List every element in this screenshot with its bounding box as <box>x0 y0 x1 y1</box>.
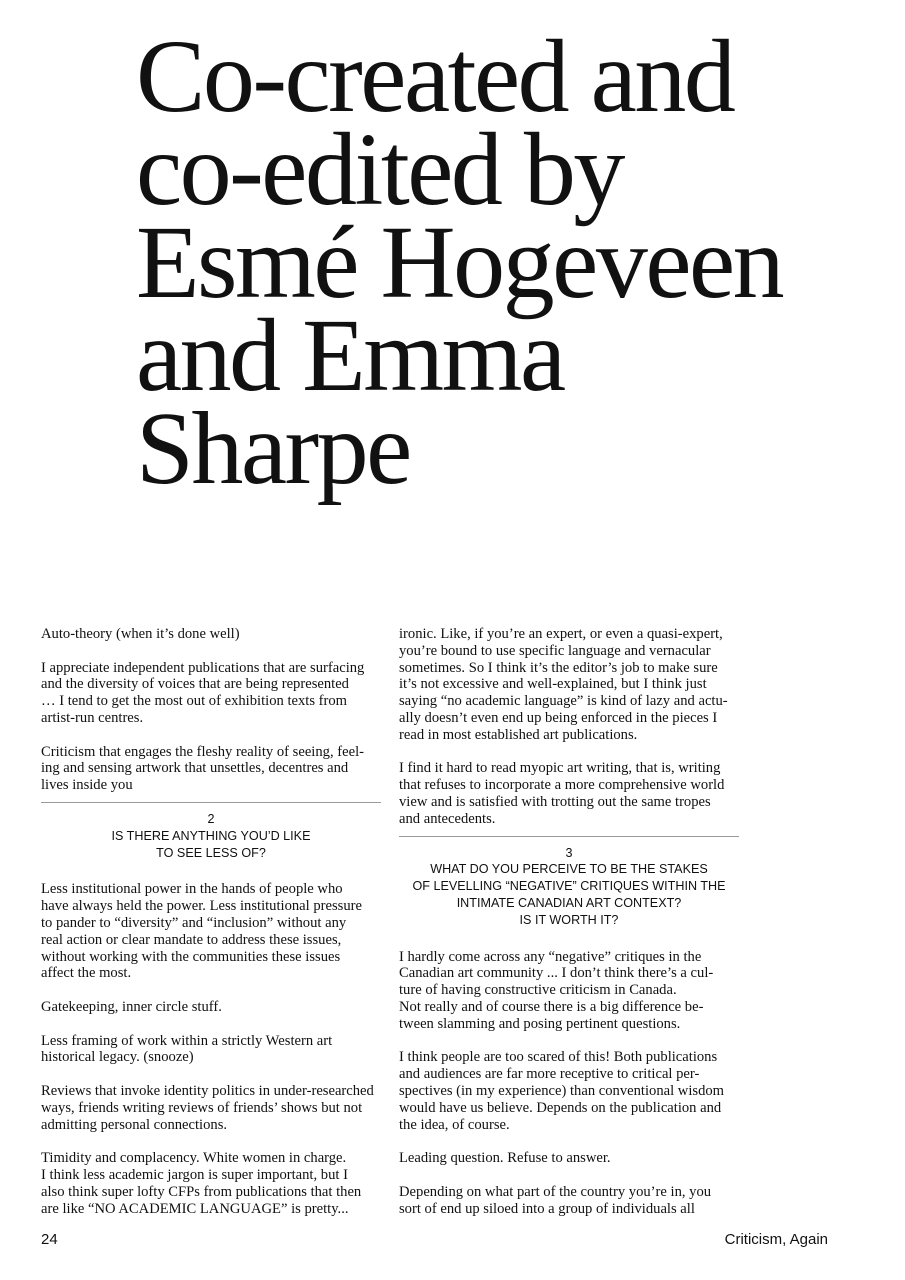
title-line: Esmé Hogeveen <box>136 205 783 320</box>
title-line: and Emma <box>136 298 564 413</box>
response-paragraph: I think people are too scared of this! Both publications and audiences are far more receptive to critical per- spectives (in my experience) than conventional wisdom would have us believe. Depends on the publication and the idea, of course. <box>399 1049 725 1133</box>
response-paragraph: Less framing of work within a strictly Western art historical legacy. (snooze) <box>41 1032 333 1066</box>
question-heading: WHAT DO YOU PERCEIVE TO BE THE STAKES OF LEVELLING “NEGATIVE” CRITIQUES WITHIN THE INTIMATE CANADIAN ART CONTEXT? IS IT WORTH IT? <box>412 862 726 927</box>
response-paragraph: Criticism that engages the fleshy reality of seeing, feel- ing and sensing artwork that unsettles, decentres and lives inside you <box>41 743 364 794</box>
response-paragraph: Reviews that invoke identity politics in under-researched ways, friends writing reviews of friends’ shows but not admitting personal connections. <box>41 1082 374 1133</box>
response-paragraph: I hardly come across any “negative” critiques in the Canadian art community ... I don’t think there’s a cul- ture of having constructive criticism in Canada. Not really and of course there is a big difference be- tween slamming and posing pertinent questions. <box>399 948 714 1032</box>
title-line: co-edited by <box>136 112 623 227</box>
response-paragraph: I appreciate independent publications that are surfacing and the diversity of voices that are being represented … I tend to get the most out of exhibition texts from artist-run centres. <box>41 659 365 726</box>
response-paragraph: Gatekeeping, inner circle stuff. <box>41 998 222 1015</box>
divider <box>399 836 739 837</box>
page-number: 24 <box>41 1231 58 1248</box>
right-column <box>399 626 739 1217</box>
response-paragraph: Less institutional power in the hands of people who have always held the power. Less institutional pressure to pander to “diversity” and “inclusion” without any real action or clear mandate to address these issues, without working with the communities these issues affect the most. <box>41 881 362 982</box>
question-number: 3 <box>565 845 573 860</box>
divider <box>41 802 381 803</box>
title-line: Sharpe <box>136 391 410 506</box>
page-title <box>136 19 856 506</box>
response-paragraph: Auto-theory (when it’s done well) <box>41 626 240 642</box>
question-block <box>41 802 381 861</box>
response-paragraph: I find it hard to read myopic art writing, that is, writing that refuses to incorporate a more comprehensive world view and is satisfied with trotting out the same tropes and antecedents. <box>399 760 725 827</box>
question-block <box>399 836 739 929</box>
response-paragraph: ironic. Like, if you’re an expert, or even a quasi-expert, you’re bound to use specific language and vernacular sometimes. So I think it’s the editor’s job to make sure it’s not excessive and well-explained, but I think just saying “no academic language” is kind of lazy and actu- ally doesn’t even end up being enforced in the pieces I read in most established art publications. <box>399 626 728 743</box>
response-paragraph: Leading question. Refuse to answer. <box>399 1150 611 1167</box>
response-paragraph: Depending on what part of the country you’re in, you sort of end up siloed into a group of individuals all <box>399 1183 712 1217</box>
question-number: 2 <box>207 811 215 826</box>
response-paragraph: Timidity and complacency. White women in charge. I think less academic jargon is super important, but I also think super lofty CFPs from publications that then are like “NO ACADEMIC LANGUAGE” is pretty... <box>41 1150 362 1217</box>
running-title: Criticism, Again <box>724 1231 828 1248</box>
question-heading: IS THERE ANYTHING YOU’D LIKE TO SEE LESS OF? <box>111 828 311 860</box>
left-column <box>41 626 381 1217</box>
title-line: Co-created and <box>136 19 734 134</box>
